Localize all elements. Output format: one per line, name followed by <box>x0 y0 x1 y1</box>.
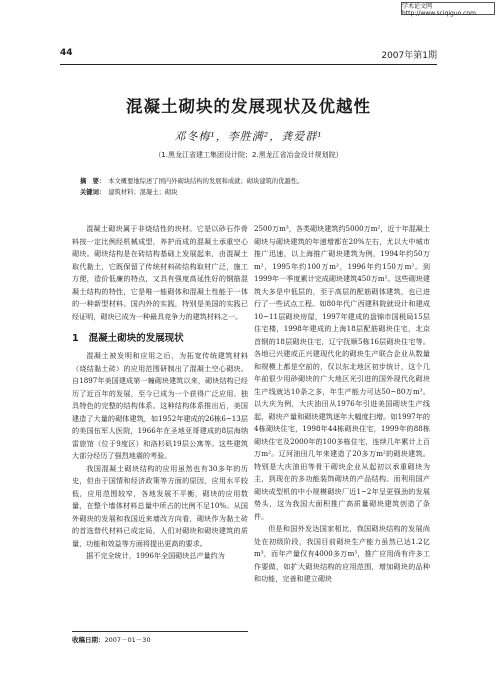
abstract-text: 本文概要地综述了国内外砌块结构的发展和成就；砌块建筑的优越性。 <box>108 178 304 185</box>
body-paragraph: 据不完全统计，1996年全国砌块总产量约为 <box>86 551 225 560</box>
body-paragraph: 混凝土被发明和应用之后，为拓宽传统建筑材料（烧结黏土砖）的应用范围研制出了混凝土空心砌块。自1897年美国建成第一幢砌块建筑以来，砌块结构已经历了近百年的发展，至今已成为一个获得广泛应用、独具特色的完整的结构体系。这种结构体系推出后，美国建造了大量的砌体建筑，如1952年建成的26栋6~13层的美国伍军人医院，1966年在圣地亚哥建成的8层海纳雷旅馆（位于9度区）和洛杉矶19层公寓等。这些建筑大部分经历了强烈地震的考验。 <box>72 351 248 460</box>
body-paragraph: 2500万m³，各类砌块建筑约5000万m²，近十年混凝土砌块与砌块建筑的年递增都在20%左右，尤以大中城市推广迅速，以上海推广砌块建筑为例，1994年约50万m²，1995年约100万m²，1996年约150万m²。到1999年一季度累计完成砌块建筑450万m²。这些砌块建筑大多是中低层的，至于高层的配筋砌体建筑，也已进行了一些试点工程。如80年代广西建科院就设计和建成10~11层砌块房屋，1997年建成的盘锦市国税局15层住宅楼，1998年建成的上海18层配筋砌块住宅，北京首钢的18层砌块住宅，辽宁抚顺5栋16层砌块住宅等。各地已兴建或正兴建现代化的砌块生产联合企业从数量和规模上都是空前的，仅以东北地区初步统计，这个几年前很少用砂砌块的广大地区光引进的国外现代化砌块生产线就达10条之多，年生产能力可达50~80万m³。以大庆为例，大庆油田从1976年引进美国砌块生产线起，砌块产量和砌块建筑逐年大幅度扫增。如1997年的4栋砌块住宅，1998年44栋砌块住宅，1999年的88栋砌块住宅及2000年的100多栋住宅，连续几年累计上百万m²。辽河油田几年来建造了20多万m²的砌块建筑。特别是大庆油田等骨干砌块企业从起初以承重砌块为主，到现在的多功能装饰砌块的产品结构。而利用国产砌块成型机的中小规模砌块厂近1~2年呈更强劲的发展势头，这为我国大面积推广高质量砌块建筑创造了条件。 <box>254 224 430 521</box>
article-title: 混凝土砌块的发展现状及优越性 <box>126 97 371 116</box>
keywords-line <box>80 187 420 198</box>
section-title: 混凝土砌块的发展现状 <box>88 333 184 344</box>
authors: 邓冬梅¹，李胜满²，龚爱群¹ <box>174 130 323 143</box>
running-header <box>60 42 437 65</box>
page-number: 44 <box>60 48 73 58</box>
abstract-line <box>80 176 420 187</box>
affiliation: （1.黑龙江省建工集团设计院；2.黑龙江省冶金设计规划院） <box>154 151 343 159</box>
received-label: 收稿日期： <box>72 636 105 644</box>
received-date: 2007－01－30 <box>104 636 151 644</box>
intro-paragraph: 混凝土砌块属于非烧结性的块材。它是以砂石作骨料按一定比例经机械成型，养护而成的混凝土承重空心砌块。砌块结构是在砖结构基础上发展起来，由混凝土取代黏土，它既保留了传统材料砖结构取材广泛，施工方便，造价低廉的特点，又具有强度高延性好的钢筋混凝土结构的特性，它是唯一能砌体和混凝土性能于一体的一种新型材料。国内外的实践，特别是美国的实践已经证明，砌块已成为一种最具竞争力的建筑材料之一。 <box>72 224 248 321</box>
journal-issue: 2007年第1期 <box>381 51 437 61</box>
body-paragraph: 我国混凝土砌块结构的应用虽然也有30多年的历史，但由于国情和经济政策等方面的原因，应用水平较低，应用范围较窄，各地发展不平衡，砌块的应用数量，在整个墙体材料总量中所占的比例不足10%。从国外砌块的发展和我国近来墙改方向看，砌块作为黏土砖的首选替代材料已成定局，人们对砌块和砌块建筑的质量，功能和效益等方面将提出更高的要求。 <box>72 463 248 548</box>
body-paragraph: 但是和国外发达国家相比，我国砌块结构的发展尚处在初级阶段，我国目前砌块生产能力虽然已达1.2亿m³，而年产量仅有4000多万m³，推广应用尚有许多工作要做，如扩大砌块结构的应用范围，增加砌块的品种和功能，完善和建立砌块 <box>254 524 430 583</box>
abstract-block <box>80 176 420 198</box>
received-date-footnote <box>72 631 248 644</box>
keywords-text: 建筑材料；混凝土；砌块 <box>108 189 178 196</box>
keywords-label: 关键词： <box>80 189 106 196</box>
watermark-stamp: 学术论文网 http://www.sciqiguo.com <box>401 2 495 15</box>
section-number: 1 <box>72 333 79 344</box>
section-heading <box>72 330 248 344</box>
right-column <box>254 223 430 586</box>
left-column <box>72 223 248 563</box>
abstract-label: 摘 要： <box>80 178 106 185</box>
